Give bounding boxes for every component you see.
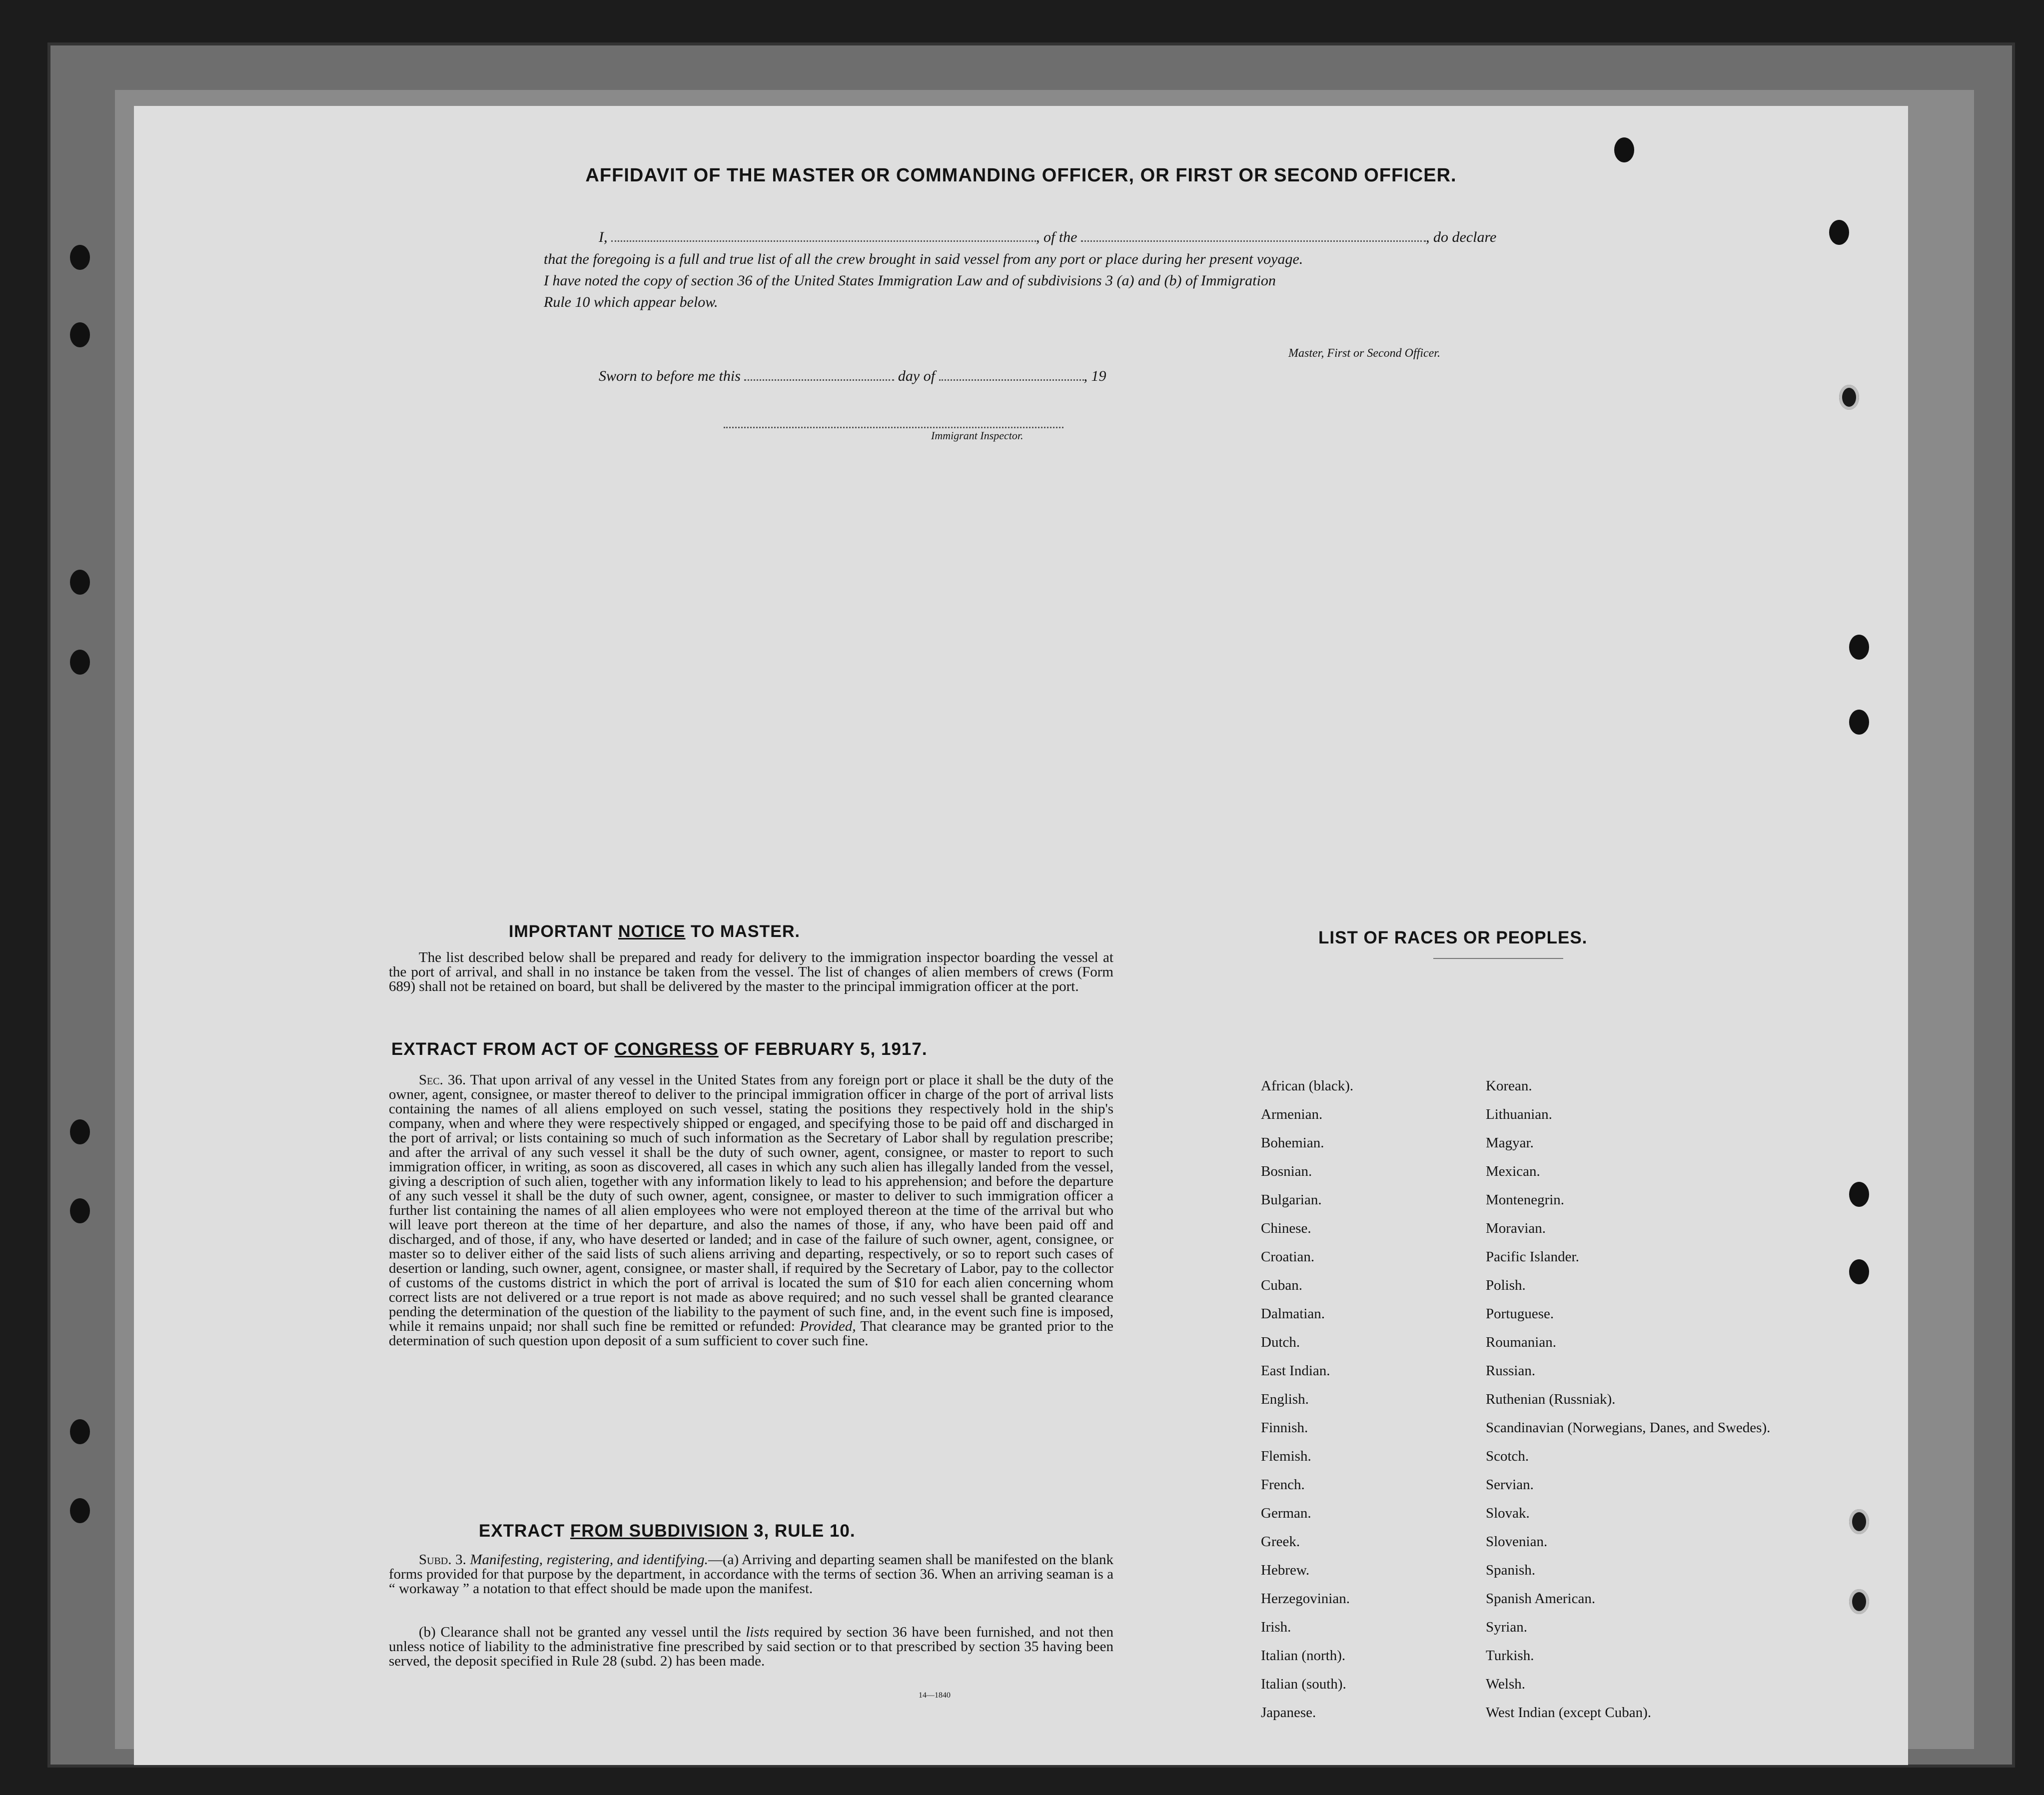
binder-hole xyxy=(1614,137,1634,162)
race-item: Ruthenian (Russniak). xyxy=(1486,1391,1616,1407)
subdivision-b-end: required by section 36 have been furnished, and not then unless notice of liability to the administrative fine prescribed by said section or to that prescribed by section 35 having been served, the deposit specified in Rule 28 (subd. 2) has been made. xyxy=(389,1624,1114,1669)
provided-word: Provided, xyxy=(800,1318,856,1334)
race-item: Cuban. xyxy=(1261,1277,1302,1293)
of-the-label: , of the xyxy=(1036,229,1077,245)
signature-label: Master, First or Second Officer. xyxy=(1288,347,1440,360)
subdivision-label: Subd. 3. xyxy=(419,1552,466,1568)
signature-block xyxy=(1288,333,1440,360)
binder-hole xyxy=(1829,220,1849,245)
race-item: French. xyxy=(1261,1477,1305,1493)
affidavit-line4: Rule 10 which appear below. xyxy=(544,294,718,310)
extract-act-title-part-3: OF FEBRUARY 5, 1917. xyxy=(724,1039,928,1059)
race-item: East Indian. xyxy=(1261,1363,1330,1379)
sworn-line xyxy=(599,367,1106,385)
subdivision-a-body: —(a) Arriving and departing seamen shall be manifested on the blank forms provided for that purpose by the department, in accordance with the terms of section 36. When an arriving seaman is a “ workaway ” a notation to that effect should be made upon the manifest. xyxy=(389,1552,1114,1597)
race-item: Herzegovinian. xyxy=(1261,1591,1350,1607)
day-of-label: day of xyxy=(898,368,936,384)
sworn-prefix: Sworn to before me this xyxy=(599,368,741,384)
races-title-rule xyxy=(1433,958,1563,959)
race-item: English. xyxy=(1261,1391,1309,1407)
race-item: Croatian. xyxy=(1261,1249,1315,1265)
form-number: 14—1840 xyxy=(919,1691,951,1700)
section-36-text xyxy=(389,1073,1113,1348)
binder-hole xyxy=(70,245,90,270)
extract-act-title-part-1: EXTRACT FROM ACT OF xyxy=(391,1039,609,1059)
binder-hole xyxy=(1849,1259,1869,1284)
affidavit-line3: I have noted the copy of section 36 of the United States Immigration Law and of subdivisions 3 (a) and (b) of Immigration xyxy=(544,272,1276,289)
lists-word: lists xyxy=(746,1624,770,1640)
binder-hole xyxy=(70,1198,90,1223)
race-item: Servian. xyxy=(1486,1477,1534,1493)
race-item: German. xyxy=(1261,1505,1311,1521)
subdivision-b-start: (b) Clearance shall not be granted any vessel until the xyxy=(419,1624,741,1640)
do-declare-label: , do declare xyxy=(1426,229,1497,245)
race-item: Dalmatian. xyxy=(1261,1306,1325,1322)
races-column-2 xyxy=(1486,1078,1770,1733)
race-item: Finnish. xyxy=(1261,1420,1308,1436)
race-item: Pacific Islander. xyxy=(1486,1249,1579,1265)
race-item: Montenegrin. xyxy=(1486,1192,1565,1208)
races-title: LIST OF RACES OR PEOPLES. xyxy=(1318,928,1588,947)
subdivision-a-text xyxy=(389,1553,1113,1596)
binder-hole xyxy=(1849,1509,1869,1534)
declarant-prefix: I, xyxy=(599,229,608,245)
race-item: Russian. xyxy=(1486,1363,1536,1379)
extract-rule-title xyxy=(479,1521,856,1541)
race-item: Flemish. xyxy=(1261,1448,1311,1464)
race-item: Lithuanian. xyxy=(1486,1106,1552,1122)
race-item: Bosnian. xyxy=(1261,1163,1312,1179)
race-item: Italian (south). xyxy=(1261,1676,1346,1692)
race-item: Roumanian. xyxy=(1486,1334,1556,1350)
subdivision-b-text xyxy=(389,1625,1113,1669)
race-item: Moravian. xyxy=(1486,1220,1546,1236)
race-item: Dutch. xyxy=(1261,1334,1300,1350)
extract-rule-title-part-2: FROM SUBDIVISION xyxy=(570,1521,749,1541)
race-item: Scotch. xyxy=(1486,1448,1529,1464)
binder-hole xyxy=(70,1119,90,1144)
affidavit-line1 xyxy=(599,228,1496,246)
affidavit-title: AFFIDAVIT OF THE MASTER OR COMMANDING OFFICER, OR FIRST OR SECOND OFFICER. xyxy=(585,165,1457,186)
section-label: Sec. 36. xyxy=(419,1072,466,1088)
declarant-name-blank[interactable] xyxy=(611,228,1036,242)
race-item: Irish. xyxy=(1261,1619,1291,1635)
race-item: Chinese. xyxy=(1261,1220,1311,1236)
race-item: Armenian. xyxy=(1261,1106,1323,1122)
race-item: Polish. xyxy=(1486,1277,1526,1293)
binder-hole xyxy=(1849,710,1869,735)
section-36-body: That upon arrival of any vessel in the United States from any foreign port or place it shall be the duty of the owner, agent, consignee, or master thereof to deliver to the principal immigration officer in charge of the port of arrival lists containing the names of all aliens employed on such vessel, stating the positions they respectively hold in the ship's company, when and where they were respectively shipped or engaged, and specifying those to be paid off and discharged in the port of arrival; or lists containing so much of such information as the Secretary of Labor shall by regulation prescribe; and after the arrival of any such vessel it shall be the duty of such owner, agent, consignee, or master to report to such immigration officer, in writing, as soon as discovered, all cases in which any such alien has illegally landed from the vessel, giving a description of such alien, together with any information likely to lead to his apprehension; and before the departure of any such vessel it shall be the duty of such owner, agent, consignee, or master to deliver to such immigration officer a further list containing the names of all alien employees who were not employed thereon at the time of the arrival but who will leave port thereon at the time of her departure, and also the names of those, if any, who have been paid off and discharged, and of those, if any, who have deserted or landed; and in case of the failure of such owner, agent, consignee, or master so to deliver either of the said lists of such aliens arriving and departing, respectively, or so to report such cases of desertion or landing, such owner, agent, consignee, or master shall, if required by the Secretary of Labor, pay to the collector of customs of the customs district in which the port of arrival is located the sum of $10 for each alien concerning whom correct lists are not delivered or a true report is not made as above required; and no such vessel shall be granted clearance pending the determination of the question of the liability to the payment of such fine, and, in the event such fine is imposed, while it remains unpaid; nor shall such fine be remitted or refunded: xyxy=(389,1072,1113,1334)
binder-hole xyxy=(70,570,90,595)
race-item: Slovak. xyxy=(1486,1505,1530,1521)
sworn-date-blank[interactable] xyxy=(744,367,894,381)
race-item: Hebrew. xyxy=(1261,1562,1310,1578)
year-label: , 19 xyxy=(1083,368,1106,384)
inspector-label: Immigrant Inspector. xyxy=(931,429,1023,442)
races-column-1 xyxy=(1261,1078,1353,1733)
binder-hole xyxy=(1849,1589,1869,1614)
race-item: Bulgarian. xyxy=(1261,1192,1322,1208)
race-item: Portuguese. xyxy=(1486,1306,1554,1322)
notice-title-part-3: TO MASTER. xyxy=(690,922,800,941)
extract-act-title-part-2: CONGRESS xyxy=(614,1039,719,1059)
notice-title-part-2: NOTICE xyxy=(618,922,686,941)
extract-act-title xyxy=(391,1039,928,1059)
race-item: Slovenian. xyxy=(1486,1534,1548,1550)
race-item: Italian (north). xyxy=(1261,1648,1346,1664)
race-item: Japanese. xyxy=(1261,1705,1316,1721)
race-item: Spanish. xyxy=(1486,1562,1536,1578)
sworn-month-blank[interactable] xyxy=(939,367,1084,381)
race-item: Magyar. xyxy=(1486,1135,1534,1151)
notice-title xyxy=(509,922,800,941)
binder-hole xyxy=(1849,1182,1869,1207)
race-item: Mexican. xyxy=(1486,1163,1540,1179)
race-item: Greek. xyxy=(1261,1534,1300,1550)
race-item: Syrian. xyxy=(1486,1619,1527,1635)
binder-hole xyxy=(70,322,90,347)
notice-title-part-1: IMPORTANT xyxy=(509,922,613,941)
subdivision-heading: Manifesting, registering, and identifying. xyxy=(470,1552,708,1568)
race-item: African (black). xyxy=(1261,1078,1354,1094)
binder-hole xyxy=(70,1419,90,1444)
manifest-page xyxy=(134,106,1908,1765)
section-36-end: That clearance may be granted prior to the determination of such question upon deposit of a sum sufficient to cover such fine. xyxy=(389,1318,1113,1349)
binder-hole xyxy=(70,650,90,675)
inspector-signature-blank[interactable] xyxy=(724,415,1063,428)
affidavit-line2: that the foregoing is a full and true list of all the crew brought in said vessel from any port or place during her present voyage. xyxy=(544,251,1303,267)
vessel-name-blank[interactable] xyxy=(1081,228,1426,242)
binder-hole xyxy=(70,1498,90,1523)
notice-body: The list described below shall be prepared and ready for delivery to the immigration inspector boarding the vessel at the port of arrival, and shall in no instance be taken from the vessel. The list of changes of alien members of crews (Form 689) shall not be retained on board, but shall be delivered by the master to the principal immigration officer at the port. xyxy=(389,949,1113,994)
race-item: Korean. xyxy=(1486,1078,1532,1094)
race-item: Turkish. xyxy=(1486,1648,1534,1664)
race-item: Scandinavian (Norwegians, Danes, and Swedes). xyxy=(1486,1420,1771,1436)
extract-rule-title-part-3: 3, RULE 10. xyxy=(754,1521,856,1541)
race-item: West Indian (except Cuban). xyxy=(1486,1705,1652,1721)
extract-rule-title-part-1: EXTRACT xyxy=(479,1521,565,1541)
race-item: Bohemian. xyxy=(1261,1135,1324,1151)
binder-hole xyxy=(1849,635,1869,660)
race-item: Spanish American. xyxy=(1486,1591,1596,1607)
race-item: Welsh. xyxy=(1486,1676,1526,1692)
binder-hole xyxy=(1839,385,1859,410)
